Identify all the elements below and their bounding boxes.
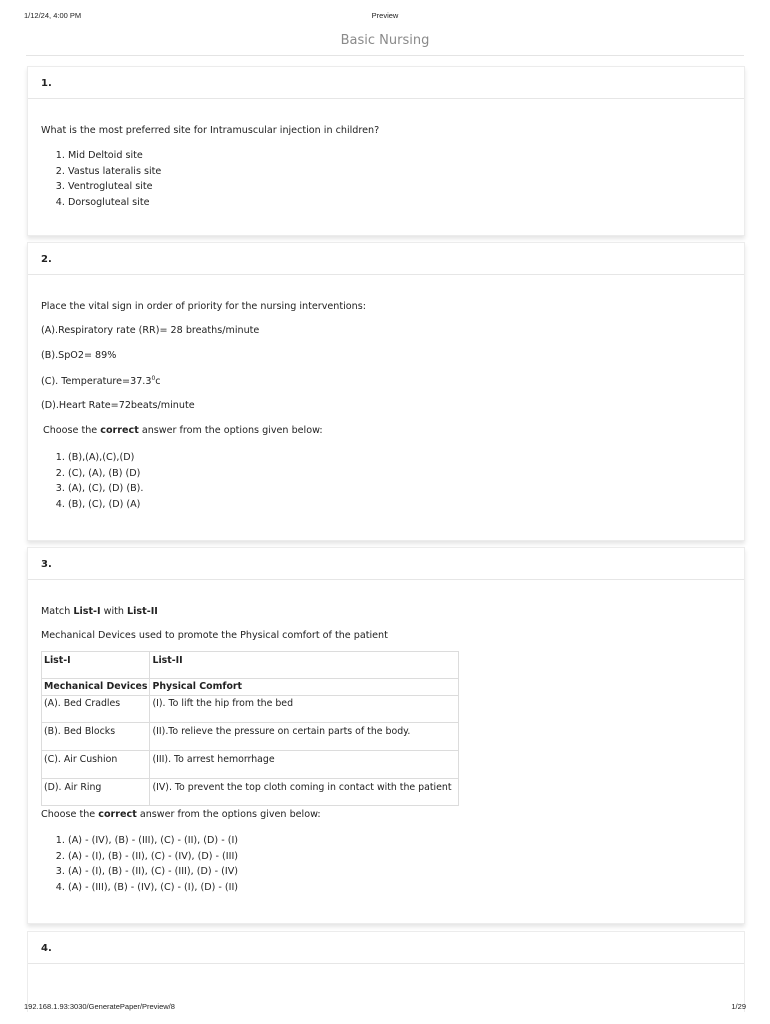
choose-instruction <box>41 809 731 820</box>
option-item: 3. (A), (C), (D) (B). <box>68 481 731 497</box>
choose-text: Choose the <box>43 425 101 437</box>
options-list <box>41 833 731 895</box>
vital-item-c-text: (C). Temperature=37.3 <box>41 376 152 388</box>
option-item: 1. Mid Deltoid site <box>68 148 731 164</box>
table-row <box>42 723 459 751</box>
paper-title: Basic Nursing <box>340 33 430 48</box>
choose-text-post: answer from the options given below: <box>136 809 321 820</box>
table-cell: (D). Air Ring <box>42 779 150 806</box>
question-body <box>28 301 744 512</box>
option-item: 4. (A) - (III), (B) - (IV), (C) - (I), (D) - (II) <box>68 880 731 896</box>
table-header-cell: List-II <box>150 652 459 679</box>
table-subheader-cell: Mechanical Devices <box>42 679 150 696</box>
question-subtitle: Mechanical Devices used to promote the Physical comfort of the patient <box>41 630 388 641</box>
print-datetime: 1/12/24, 4:00 PM <box>24 11 82 20</box>
table-cell: (C). Air Cushion <box>42 751 150 779</box>
print-url: 192.168.1.93:3030/GeneratePaper/Preview/8 <box>24 1002 175 1011</box>
match-instruction <box>41 606 731 617</box>
table-cell: (I). To lift the hip from the bed <box>150 696 459 723</box>
question-number: 4. <box>28 932 744 964</box>
question-card-2 <box>27 242 745 541</box>
table-subheader-row <box>42 679 459 696</box>
choose-bold: correct <box>100 425 139 437</box>
option-item: 2. (A) - (I), (B) - (II), (C) - (IV), (D) - (III) <box>68 849 731 865</box>
table-header-cell: List-I <box>42 652 150 679</box>
options-list <box>41 450 731 512</box>
match-text-mid: with <box>100 606 128 617</box>
table-subheader-cell: Physical Comfort <box>150 679 459 696</box>
match-table <box>41 651 459 806</box>
vital-item-b: (B).SpO2= 89% <box>41 350 117 361</box>
table-cell: (II).To relieve the pressure on certain parts of the body. <box>150 723 459 751</box>
question-card-3 <box>27 547 745 924</box>
choose-text-post: answer from the options given below: <box>138 425 323 437</box>
question-body <box>28 125 744 210</box>
question-body <box>28 606 744 895</box>
match-list1: List-I <box>73 606 101 617</box>
option-item: 1. (A) - (IV), (B) - (III), (C) - (II), (D) - (I) <box>68 833 731 849</box>
temperature-superscript: 0 <box>151 375 156 382</box>
question-number: 3. <box>28 548 744 580</box>
question-text: What is the most preferred site for Intramuscular injection in children? <box>41 125 380 136</box>
option-item: 3. (A) - (I), (B) - (II), (C) - (III), (D) - (IV) <box>68 864 731 880</box>
title-divider <box>26 55 744 56</box>
option-item: 4. Dorsogluteal site <box>68 195 731 211</box>
page-number: 1/29 <box>731 1002 746 1011</box>
options-list <box>41 148 731 210</box>
option-item: 1. (B),(A),(C),(D) <box>68 450 731 466</box>
vital-item-a: (A).Respiratory rate (RR)= 28 breaths/minute <box>41 325 260 336</box>
vital-item-d: (D).Heart Rate=72beats/minute <box>41 400 195 412</box>
choose-text: Choose the <box>41 809 99 820</box>
option-item: 2. Vastus lateralis site <box>68 164 731 180</box>
option-item: 4. (B), (C), (D) (A) <box>68 497 731 513</box>
temperature-unit: c <box>155 376 161 388</box>
table-cell: (A). Bed Cradles <box>42 696 150 723</box>
table-row <box>42 696 459 723</box>
match-text: Match <box>41 606 74 617</box>
print-title: Preview <box>371 11 399 20</box>
question-card-4 <box>27 931 745 1012</box>
question-number: 2. <box>28 243 744 275</box>
vital-item-c <box>41 375 731 387</box>
table-header-row <box>42 652 459 679</box>
choose-bold: correct <box>98 809 137 820</box>
option-item: 2. (C), (A), (B) (D) <box>68 466 731 482</box>
table-cell: (B). Bed Blocks <box>42 723 150 751</box>
table-cell: (IV). To prevent the top cloth coming in contact with the patient <box>150 779 459 806</box>
table-row <box>42 779 459 806</box>
table-cell: (III). To arrest hemorrhage <box>150 751 459 779</box>
choose-instruction <box>41 425 731 436</box>
option-item: 3. Ventrogluteal site <box>68 179 731 195</box>
question-card-1 <box>27 66 745 236</box>
question-text: Place the vital sign in order of priority for the nursing interventions: <box>41 301 366 312</box>
question-number: 1. <box>28 67 744 99</box>
match-list2: List-II <box>127 606 158 617</box>
table-row <box>42 751 459 779</box>
